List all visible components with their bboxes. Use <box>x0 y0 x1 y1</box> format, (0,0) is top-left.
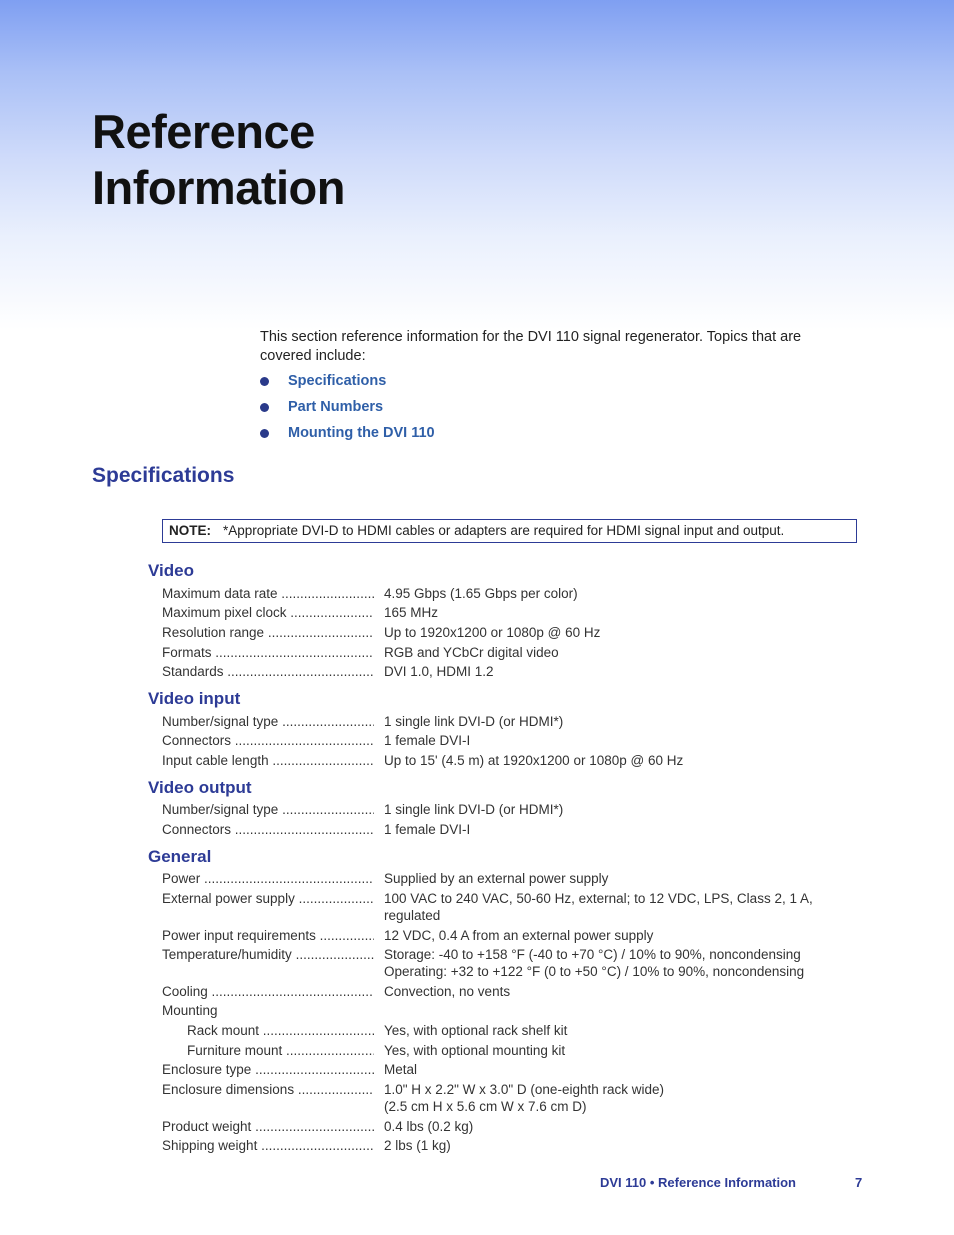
spec-value: 165 MHz <box>384 605 439 620</box>
spec-value: Up to 1920x1200 or 1080p @ 60 Hz <box>384 625 601 640</box>
spec-value: (2.5 cm H x 5.6 cm W x 7.6 cm D) <box>384 1099 587 1114</box>
spec-value: RGB and YCbCr digital video <box>384 645 559 660</box>
spec-label: Standards ..... <box>162 663 374 680</box>
topic-label: Mounting the DVI 110 <box>288 425 435 441</box>
spec-value: 1 female DVI-I <box>384 733 471 748</box>
general-group-title: General <box>148 847 212 866</box>
note-text: *Appropriate DVI-D to HDMI cables or adapters are required for HDMI signal input and output. <box>223 523 785 538</box>
spec-value: 4.95 Gbps (1.65 Gbps per color) <box>384 586 578 601</box>
note-label: NOTE: <box>169 523 211 538</box>
topics-list <box>260 371 435 449</box>
title-line-1: Reference <box>92 105 315 158</box>
spec-label: Temperature/humidity ..... <box>162 946 374 963</box>
spec-value: 1 single link DVI-D (or HDMI*) <box>384 802 564 817</box>
spec-label: Input cable length ..... <box>162 752 374 769</box>
spec-label: Maximum pixel clock ..... <box>162 604 374 621</box>
spec-value: 1 female DVI-I <box>384 822 471 837</box>
spec-label: Enclosure dimensions ..... <box>162 1081 374 1098</box>
spec-value: Metal <box>384 1062 418 1077</box>
video-output-group-title: Video output <box>148 778 252 797</box>
spec-label: Connectors ..... <box>162 732 374 749</box>
bullet-icon <box>260 429 269 438</box>
note-box <box>162 519 857 543</box>
spec-label: Power input requirements ..... <box>162 927 374 944</box>
page-title <box>92 104 345 216</box>
page-number: 7 <box>855 1175 863 1190</box>
spec-value: 1.0" H x 2.2" W x 3.0" D (one-eighth rack wide) <box>384 1082 664 1097</box>
spec-label: Mounting <box>162 1003 218 1018</box>
spec-value: 12 VDC, 0.4 A from an external power supply <box>384 928 654 943</box>
topic-link-specifications[interactable] <box>260 371 435 397</box>
topic-link-mounting[interactable] <box>260 423 435 449</box>
intro-paragraph: This section reference information for the DVI 110 signal regenerator. Topics that are covered include: <box>260 329 802 364</box>
spec-label: Number/signal type ..... <box>162 713 374 730</box>
spec-label: Furniture mount ..... <box>187 1042 374 1059</box>
spec-value: DVI 1.0, HDMI 1.2 <box>384 664 494 679</box>
spec-label: Cooling ..... <box>162 983 374 1000</box>
topic-link-part-numbers[interactable] <box>260 397 435 423</box>
spec-value: 100 VAC to 240 VAC, 50-60 Hz, external; to 12 VDC, LPS, Class 2, 1 A, <box>384 891 813 906</box>
title-line-2: Information <box>92 161 345 214</box>
spec-label: Connectors ..... <box>162 821 374 838</box>
video-input-group-title: Video input <box>148 689 241 708</box>
spec-value: Storage: -40 to +158 °F (-40 to +70 °C) / 10% to 90%, noncondensing <box>384 947 801 962</box>
spec-value: Yes, with optional rack shelf kit <box>384 1023 568 1038</box>
spec-label: Shipping weight ..... <box>162 1137 374 1154</box>
spec-value: regulated <box>384 908 441 923</box>
spec-value: Operating: +32 to +122 °F (0 to +50 °C) / 10% to 90%, noncondensing <box>384 964 805 979</box>
spec-label: Enclosure type ..... <box>162 1061 374 1078</box>
topic-label: Specifications <box>288 373 387 389</box>
spec-value: 2 lbs (1 kg) <box>384 1138 451 1153</box>
spec-label: Formats ..... <box>162 644 374 661</box>
spec-label: Maximum data rate ..... <box>162 585 374 602</box>
spec-label: Power ..... <box>162 870 374 887</box>
spec-value: Supplied by an external power supply <box>384 871 609 886</box>
spec-label: Number/signal type ..... <box>162 801 374 818</box>
spec-value: Yes, with optional mounting kit <box>384 1043 566 1058</box>
spec-label: External power supply ..... <box>162 890 374 907</box>
bullet-icon <box>260 377 269 386</box>
specifications-heading: Specifications <box>92 464 235 487</box>
spec-value: Up to 15' (4.5 m) at 1920x1200 or 1080p @ 60 Hz <box>384 753 684 768</box>
video-group-title: Video <box>148 561 194 580</box>
spec-value: Convection, no vents <box>384 984 511 999</box>
topic-label: Part Numbers <box>288 399 384 415</box>
footer-title: DVI 110 • Reference Information <box>600 1175 797 1190</box>
bullet-icon <box>260 403 269 412</box>
spec-label: Rack mount ..... <box>187 1022 374 1039</box>
spec-value: 0.4 lbs (0.2 kg) <box>384 1119 474 1134</box>
spec-label: Product weight ..... <box>162 1118 374 1135</box>
spec-label: Resolution range ..... <box>162 624 374 641</box>
spec-value: 1 single link DVI-D (or HDMI*) <box>384 714 564 729</box>
